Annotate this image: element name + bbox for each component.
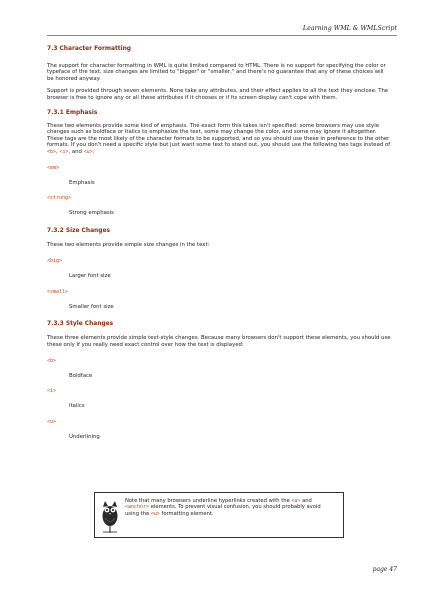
tag-strong-desc: Strong emphasis: [69, 210, 114, 217]
subsection-title-emphasis: 7.3.1 Emphasis: [47, 110, 98, 117]
note-text: [125, 498, 330, 517]
tag-i: <i>: [47, 388, 57, 395]
style-paragraph: These three elements provide simple text-style changes. Because many browsers don't support these elements, you should use these only if you really need exact control over how the text is displayed:: [47, 335, 391, 348]
note-text-2: and: [300, 498, 312, 504]
section-paragraph-2: Support is provided through seven elements. None take any attributes, and their effect applies to all the text they enclose. The browser is free to ignore any or all these attributes if it chooses or if its screen display can't cope with them.: [47, 88, 389, 101]
tag-u-desc: Underlining: [69, 433, 100, 440]
running-header: Learning WML & WMLScript: [302, 25, 397, 32]
tag-em: <em>: [47, 165, 60, 172]
inline-code-u: <u>: [83, 148, 93, 155]
page-number: page 47: [372, 566, 397, 573]
note-code-u: <u>: [150, 510, 160, 517]
note-code-a: <a>: [291, 498, 301, 504]
note-text-4: formatting element.: [159, 510, 214, 517]
size-paragraph: These two elements provide simple size changes in the text:: [47, 241, 210, 248]
owl-icon: [100, 497, 120, 534]
emphasis-sep-1: ,: [56, 148, 60, 155]
tag-u: <u>: [47, 418, 57, 425]
tag-big-desc: Larger font size: [69, 273, 111, 280]
note-code-anchor: <anchor>: [125, 504, 150, 511]
note-text-1: Note that many browsers underline hyperlinks created with the: [125, 498, 292, 504]
note-text-3: elements. To prevent visual confusion, you should probably avoid using the: [125, 504, 321, 517]
tag-strong: <strong>: [47, 195, 72, 202]
emphasis-paragraph-text: These two elements provide some kind of emphasis. The exact form this takes isn't specified: some browsers may use style changes such as boldface or italics to emphasize the text, some may change the color, and some may ignore it altogether. These tags are the most likely of the character formats to be supported, and so you should use these in preference to the other formats. If you don't need a specific style but just want some text to stand out, you should use the following two tags instead of: [47, 123, 391, 149]
tag-em-desc: Emphasis: [69, 180, 95, 187]
inline-code-i: <i>: [59, 148, 69, 155]
note-box: [94, 492, 344, 538]
tag-i-desc: Italics: [69, 403, 85, 410]
emphasis-sep-2: , and: [68, 148, 84, 155]
tag-b-desc: Boldface: [69, 372, 93, 379]
subsection-title-style: 7.3.3 Style Changes: [47, 321, 114, 328]
tag-b: <b>: [47, 357, 57, 364]
tag-big: <big>: [47, 258, 63, 265]
header-rule: [47, 35, 397, 36]
page-content: [47, 43, 391, 440]
emphasis-paragraph: [47, 123, 391, 155]
section-paragraph-1: The support for character formatting in WML is quite limited compared to HTML. There is no support for specifying the color or typeface of the text, size changes are limited to "bigger" or "smaller," and there's no guarantee that any of these choices will be honored anyway.: [47, 63, 386, 82]
inline-code-b: <b>: [47, 148, 57, 155]
tag-small: <small>: [47, 288, 69, 295]
subsection-title-size: 7.3.2 Size Changes: [47, 227, 110, 234]
section-title: 7.3 Character Formatting: [47, 46, 132, 52]
tag-small-desc: Smaller font size: [69, 303, 114, 310]
emphasis-paragraph-end: :: [92, 148, 95, 155]
